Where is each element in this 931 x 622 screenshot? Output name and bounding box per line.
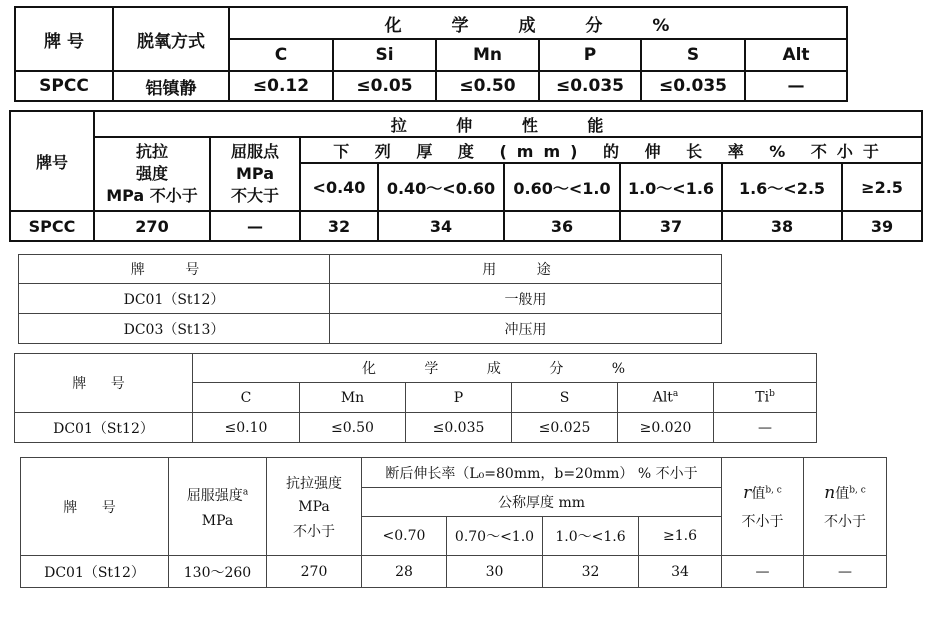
- col-alt: Alt: [745, 39, 847, 71]
- header-usage: 用 途: [330, 255, 722, 284]
- col-c: C: [193, 383, 300, 413]
- cell-mn: ≤0.50: [436, 71, 539, 101]
- cell-yield: 130～260: [169, 556, 267, 588]
- col-p: P: [539, 39, 641, 71]
- usage-table: [18, 254, 722, 344]
- header-deoxidation: 脱氧方式: [113, 7, 229, 71]
- mechanical-table-dc01: [20, 457, 887, 588]
- cell-elong-1: 32: [300, 211, 378, 241]
- cell-grade: DC01（St12）: [15, 413, 193, 443]
- r-value-label: 值: [751, 485, 766, 502]
- cell-grade: DC03（St13）: [19, 314, 330, 344]
- header-grade: 牌 号: [19, 255, 330, 284]
- col-c: C: [229, 39, 333, 71]
- header-tensile-properties: 拉 伸 性 能: [94, 111, 922, 137]
- cell-grade: DC01（St12）: [19, 284, 330, 314]
- cell-elong-4: 34: [639, 556, 722, 588]
- tensile-strength-line-1: 抗拉: [135, 142, 168, 161]
- tensile-strength-line-3: 不小于: [293, 523, 335, 540]
- header-grade: 牌 号: [15, 354, 193, 413]
- header-grade: 牌号: [10, 111, 94, 211]
- cell-deoxidation: 铝镇静: [113, 71, 229, 101]
- col-thickness-6: ≥2.5: [842, 163, 922, 211]
- table-row: [19, 314, 722, 344]
- cell-elong-5: 38: [722, 211, 842, 241]
- tensile-strength-line-1: 抗拉强度: [286, 475, 342, 492]
- col-mn: Mn: [436, 39, 539, 71]
- header-nominal-thickness: 公称厚度 mm: [362, 488, 722, 517]
- col-thickness-4: 1.0～<1.6: [620, 163, 722, 211]
- col-thickness-3: 1.0～<1.6: [543, 517, 639, 556]
- tensile-table-spcc: [9, 110, 923, 242]
- cell-elong-4: 37: [620, 211, 722, 241]
- cell-si: ≤0.05: [333, 71, 436, 101]
- n-value-label: 值: [835, 485, 850, 502]
- cell-grade: SPCC: [10, 211, 94, 241]
- table-row: [15, 413, 817, 443]
- n-symbol: n: [824, 482, 836, 503]
- col-thickness-1: <0.40: [300, 163, 378, 211]
- cell-tensile: 270: [267, 556, 362, 588]
- tensile-strength-line-2: 强度: [135, 164, 168, 183]
- header-yield-strength: [169, 458, 267, 556]
- table-row: [15, 71, 847, 101]
- table-row: [19, 284, 722, 314]
- header-tensile-strength: [267, 458, 362, 556]
- col-ti: [714, 383, 817, 413]
- col-thickness-3: 0.60～<1.0: [504, 163, 620, 211]
- yield-strength-unit: MPa: [201, 512, 234, 529]
- cell-mn: ≤0.50: [300, 413, 406, 443]
- cell-s: ≤0.035: [641, 71, 745, 101]
- cell-yield: —: [210, 211, 300, 241]
- header-elongation: 断后伸长率（L₀=80mm，b=20mm） % 不小于: [362, 458, 722, 488]
- header-n-value: [804, 458, 887, 556]
- n-value-not-less: 不小于: [824, 513, 867, 530]
- n-value-footnote: b, c: [849, 484, 866, 495]
- col-s: S: [641, 39, 745, 71]
- col-si: Si: [333, 39, 436, 71]
- r-value-footnote: b, c: [765, 484, 782, 495]
- col-ti-footnote: b: [769, 389, 775, 400]
- cell-elong-1: 28: [362, 556, 447, 588]
- cell-elong-6: 39: [842, 211, 922, 241]
- r-value-not-less: 不小于: [741, 513, 784, 530]
- cell-tensile: 270: [94, 211, 210, 241]
- col-thickness-1: <0.70: [362, 517, 447, 556]
- cell-grade: SPCC: [15, 71, 113, 101]
- col-mn: Mn: [300, 383, 406, 413]
- table-row: [21, 556, 887, 588]
- col-ti-label: Ti: [755, 389, 770, 406]
- col-p: P: [406, 383, 512, 413]
- cell-ti: —: [714, 413, 817, 443]
- header-grade: 牌 号: [21, 458, 169, 556]
- header-yield-point: [210, 137, 300, 211]
- tensile-strength-line-3: MPa 不小于: [106, 186, 198, 205]
- yield-point-line-2: MPa: [235, 164, 274, 183]
- yield-strength-label: 屈服强度: [186, 487, 243, 504]
- cell-usage: 一般用: [330, 284, 722, 314]
- cell-elong-2: 34: [378, 211, 504, 241]
- cell-elong-3: 36: [504, 211, 620, 241]
- table-row: [10, 211, 922, 241]
- cell-c: ≤0.12: [229, 71, 333, 101]
- header-chemical-composition: 化 学 成 分 %: [193, 354, 817, 383]
- chem-table-dc01: [14, 353, 817, 443]
- header-grade: 牌 号: [15, 7, 113, 71]
- cell-p: ≤0.035: [406, 413, 512, 443]
- tensile-strength-line-2: MPa: [298, 498, 330, 515]
- header-elongation: 下 列 厚 度 (mm) 的 伸 长 率 % 不小于: [300, 137, 922, 163]
- col-thickness-4: ≥1.6: [639, 517, 722, 556]
- yield-strength-footnote: a: [242, 486, 249, 497]
- cell-c: ≤0.10: [193, 413, 300, 443]
- col-thickness-5: 1.6～<2.5: [722, 163, 842, 211]
- col-s: S: [512, 383, 618, 413]
- header-chemical-composition: 化 学 成 分 %: [229, 7, 847, 39]
- cell-p: ≤0.035: [539, 71, 641, 101]
- r-value-line-1: [722, 483, 803, 503]
- cell-alt: —: [745, 71, 847, 101]
- cell-elong-2: 30: [447, 556, 543, 588]
- yield-point-line-1: 屈服点: [230, 142, 279, 161]
- col-thickness-2: 0.40～<0.60: [378, 163, 504, 211]
- header-tensile-strength: [94, 137, 210, 211]
- cell-elong-3: 32: [543, 556, 639, 588]
- yield-strength-line-1: [169, 485, 266, 505]
- header-r-value: [722, 458, 804, 556]
- col-alt-label: Alt: [652, 389, 673, 406]
- col-thickness-2: 0.70～<1.0: [447, 517, 543, 556]
- cell-n: —: [804, 556, 887, 588]
- col-alt-footnote: a: [672, 389, 679, 400]
- yield-point-line-3: 不大于: [230, 186, 279, 205]
- cell-r: —: [722, 556, 804, 588]
- cell-usage: 冲压用: [330, 314, 722, 344]
- r-symbol: r: [743, 482, 752, 503]
- cell-s: ≤0.025: [512, 413, 618, 443]
- col-alt: [618, 383, 714, 413]
- cell-grade: DC01（St12）: [21, 556, 169, 588]
- cell-alt: ≥0.020: [618, 413, 714, 443]
- n-value-line-1: [804, 483, 886, 503]
- chem-table-spcc: [14, 6, 848, 102]
